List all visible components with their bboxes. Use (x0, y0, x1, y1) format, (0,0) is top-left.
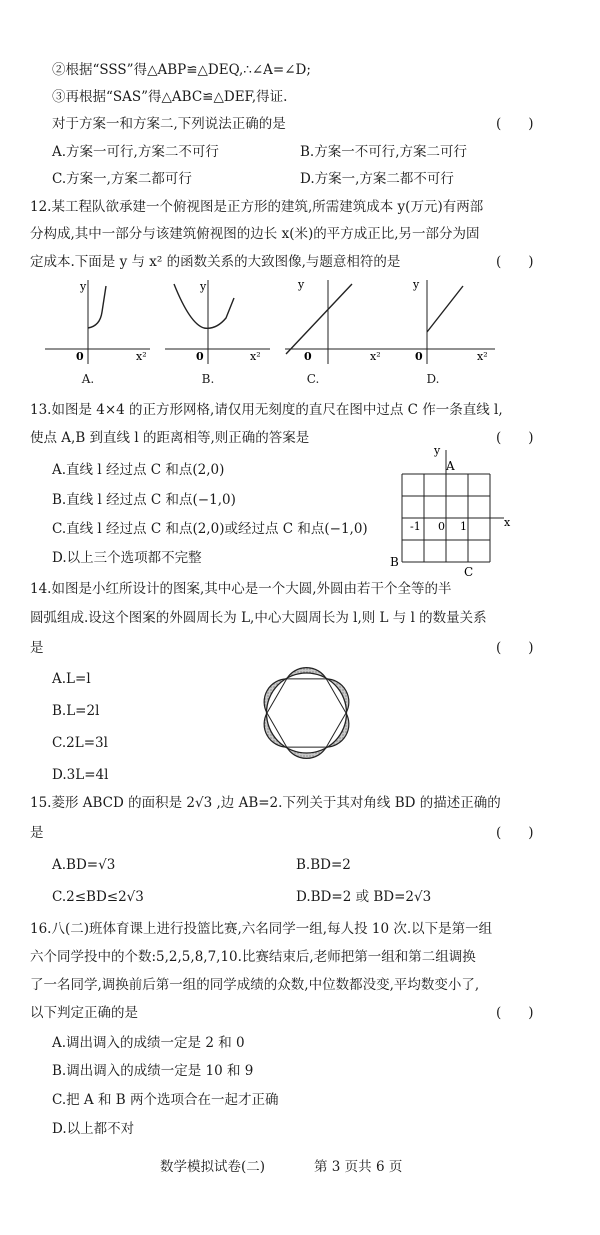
q12-label-c: C. (306, 372, 320, 386)
q15-option-c: C.2≤BD≤2√3 (52, 889, 144, 905)
q16-line-3: 了一名同学,调换前后第一组的同学成绩的众数,中位数都没变,平均数变小了, (30, 977, 480, 993)
q12-line-3: 定成本.下面是 y 与 x² 的函数关系的大致图像,与题意相符的是 (30, 254, 401, 270)
grid-y-label: y (434, 444, 441, 457)
grid-x-label: x (504, 516, 511, 529)
point-a-label: A (446, 459, 455, 473)
q13-option-c: C.直线 l 经过点 C 和点(2,0)或经过点 C 和点(−1,0) (52, 521, 368, 537)
q14-option-a: A.L=l (52, 671, 91, 687)
answer-blank: ( ) (496, 116, 534, 132)
q15-answer-blank: ( ) (496, 825, 534, 841)
q15-option-a: A.BD=√3 (52, 857, 116, 873)
q13-line-1: 13.如图是 4×4 的正方形网格,请仅用无刻度的直尺在图中过点 C 作一条直线 l, (30, 402, 503, 418)
q14-line-3: 是 (30, 640, 44, 656)
q12-graph-b (160, 276, 280, 368)
q12-graph-c (280, 276, 400, 368)
q16-line-4: 以下判定正确的是 (30, 1005, 138, 1021)
x-axis-label: x² (250, 350, 261, 363)
option-c: C.方案一,方案二都可行 (52, 171, 192, 187)
q16-line-1: 16.八(二)班体育课上进行投篮比赛,六名同学一组,每人投 10 次.以下是第一组 (30, 921, 493, 937)
option-a: A.方案一可行,方案二不可行 (52, 144, 219, 160)
q13-line-2: 使点 A,B 到直线 l 的距离相等,则正确的答案是 (30, 430, 310, 446)
x-axis-label: x² (477, 350, 488, 363)
y-axis-label: y (298, 278, 305, 291)
q14-flower-figure (240, 650, 380, 775)
q13-option-a: A.直线 l 经过点 C 和点(2,0) (52, 462, 225, 478)
q15-line-2: 是 (30, 825, 44, 841)
x-axis-label: x² (370, 350, 381, 363)
q13-option-b: B.直线 l 经过点 C 和点(−1,0) (52, 492, 236, 508)
q14-line-2: 圆弧组成.设这个图案的外圆周长为 L,中心大圆周长为 l,则 L 与 l 的数量关系 (30, 610, 487, 626)
q16-option-d: D.以上都不对 (52, 1121, 135, 1137)
q12-line-1: 12.某工程队欲承建一个俯视图是正方形的建筑,所需建筑成本 y(万元)有两部 (30, 199, 484, 215)
y-axis-label: y (413, 278, 420, 291)
tick-zero: 0 (438, 520, 445, 533)
q16-option-c: C.把 A 和 B 两个选项合在一起才正确 (52, 1092, 279, 1108)
prev-step-2: ②根据“SSS”得△ABP≌△DEQ,∴∠A=∠D; (52, 62, 311, 78)
q14-option-c: C.2L=3l (52, 735, 108, 751)
x-axis-label: x² (136, 350, 147, 363)
q12-graph-d (385, 276, 505, 368)
q14-option-b: B.L=2l (52, 703, 100, 719)
origin-label: 0 (196, 350, 204, 363)
origin-label: 0 (304, 350, 312, 363)
q14-option-d: D.3L=4l (52, 767, 109, 783)
q16-option-b: B.调出调入的成绩一定是 10 和 9 (52, 1063, 254, 1079)
q13-option-d: D.以上三个选项都不完整 (52, 550, 202, 566)
q12-answer-blank: ( ) (496, 254, 534, 270)
q15-option-d: D.BD=2 或 BD=2√3 (296, 889, 432, 905)
y-axis-label: y (200, 280, 207, 293)
option-d: D.方案一,方案二都不可行 (300, 171, 454, 187)
point-b-label: B (390, 555, 399, 569)
q16-answer-blank: ( ) (496, 1005, 534, 1021)
q14-answer-blank: ( ) (496, 640, 534, 656)
option-b: B.方案一不可行,方案二可行 (300, 144, 468, 160)
q12-graph-a (40, 276, 160, 368)
q12-line-2: 分构成,其中一部分与该建筑俯视图的边长 x(米)的平方成正比,另一部分为固 (30, 226, 480, 242)
prev-question: 对于方案一和方案二,下列说法正确的是 (52, 116, 286, 132)
origin-label: 0 (415, 350, 423, 363)
exam-title-footer: 数学模拟试卷(二) (160, 1159, 266, 1175)
tick-one: 1 (460, 520, 467, 533)
prev-step-3: ③再根据“SAS”得△ABC≌△DEF,得证. (52, 89, 288, 105)
tick-neg-one: -1 (410, 520, 421, 533)
q15-option-b: B.BD=2 (296, 857, 351, 873)
y-axis-label: y (80, 280, 87, 293)
q15-line-1: 15.菱形 ABCD 的面积是 2√3 ,边 AB=2.下列关于其对角线 BD 的描述正确的 (30, 795, 501, 811)
q12-label-a: A. (81, 372, 95, 386)
origin-label: 0 (76, 350, 84, 363)
q16-line-2: 六个同学投中的个数:5,2,5,8,7,10.比赛结束后,老师把第一组和第二组调换 (30, 949, 476, 965)
q12-label-d: D. (426, 372, 440, 386)
page-number: 第 3 页共 6 页 (314, 1159, 403, 1175)
point-c-label: C (464, 565, 474, 579)
q13-answer-blank: ( ) (496, 430, 534, 446)
q12-label-b: B. (201, 372, 215, 386)
q16-option-a: A.调出调入的成绩一定是 2 和 0 (52, 1035, 245, 1051)
q13-grid-figure (380, 440, 515, 580)
q14-line-1: 14.如图是小红所设计的图案,其中心是一个大圆,外圆由若干个全等的半 (30, 581, 452, 597)
